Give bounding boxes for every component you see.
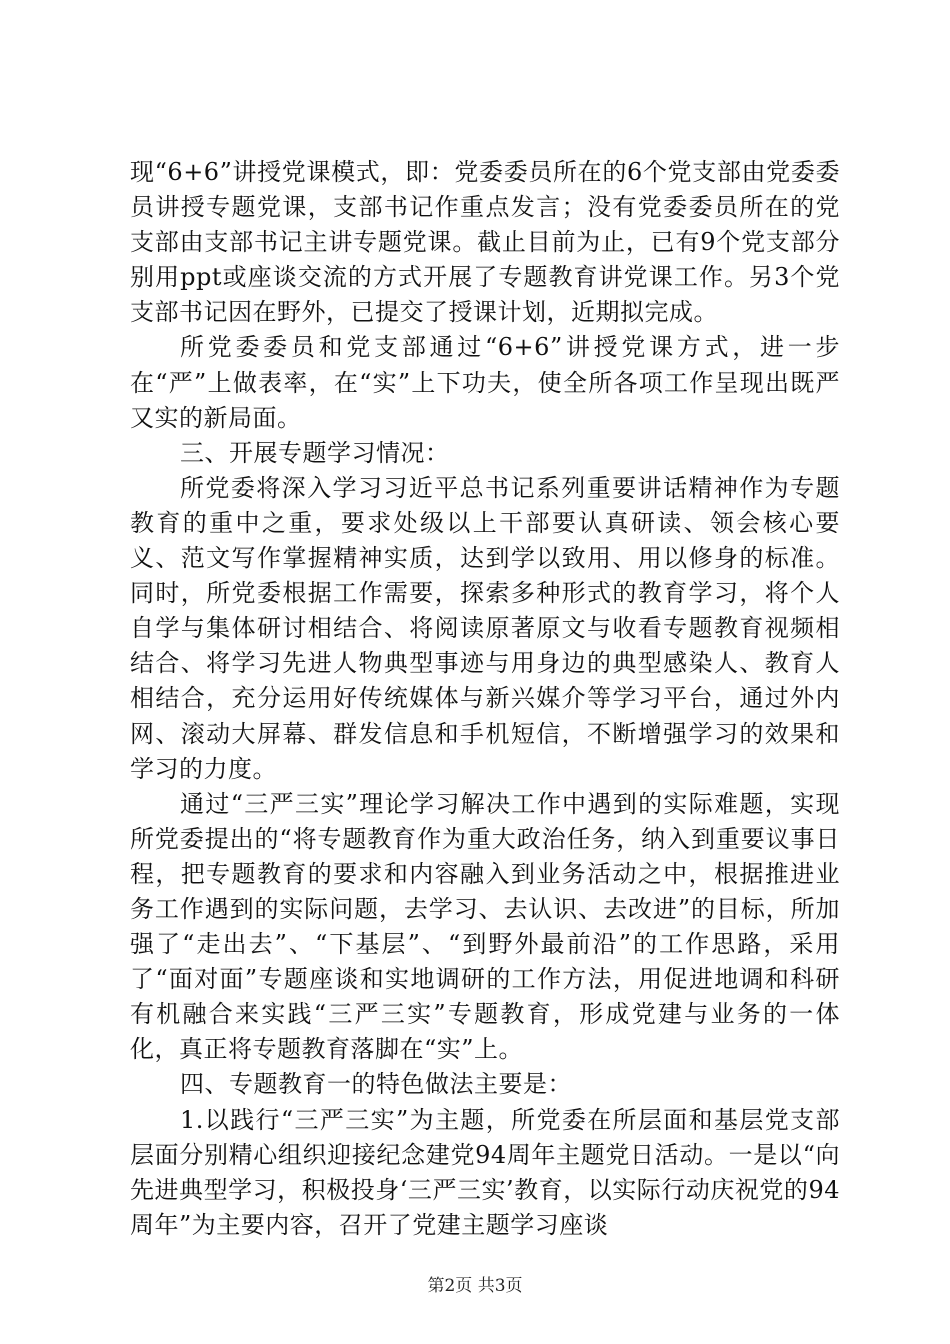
document-body xyxy=(130,155,840,1243)
paragraph-6plus6-effect: 所党委委员和党支部通过“6+6”讲授党课方式，进一步在“严”上做表率，在“实”上下功夫，使全所各项工作呈现出既严又实的新局面。 xyxy=(130,333,840,432)
paragraph-practical-problems: 通过“三严三实”理论学习解决工作中遇到的实际难题，实现所党委提出的“将专题教育作为重大政治任务，纳入到重要议事日程，把专题教育的要求和内容融入到业务活动之中，根据推进业务工作遇到的实际问题，去学习、去认识、去改进”的目标，所加强了“走出去”、“下基层”、“到野外最前沿”的工作思路，采用了“面对面”专题座谈和实地调研的工作方法，用促进地调和科研有机融合来实践“三严三实”专题教育，形成党建与业务的一体化，真正将专题教育落脚在“实”上。 xyxy=(130,789,840,1064)
paragraph-continued: 现“6+6”讲授党课模式，即：党委委员所在的6个党支部由党委委员讲授专题党课，支部书记作重点发言；没有党委委员所在的党支部由支部书记主讲专题党课。截止目前为止，已有9个党支部分别用ppt或座谈交流的方式开展了专题教育讲党课工作。另3个党支部书记因在野外，已提交了授课计划，近期拟完成。 xyxy=(130,158,840,327)
section-heading-features: 四、专题教育一的特色做法主要是： xyxy=(180,1070,572,1099)
paragraph-feature-one: 1.以践行“三严三实”为主题，所党委在所层面和基层党支部层面分别精心组织迎接纪念建党94周年主题党日活动。一是以“向先进典型学习，积极投身‘三严三实’教育，以实际行动庆祝党的94周年”为主要内容，召开了党建主题学习座谈 xyxy=(130,1105,840,1239)
page-footer: 第2页 共3页 xyxy=(427,1276,523,1296)
paragraph-study-details: 所党委将深入学习习近平总书记系列重要讲话精神作为专题教育的重中之重，要求处级以上干部要认真研读、领会核心要义、范文写作掌握精神实质，达到学以致用、用以修身的标准。同时，所党委根据工作需要，探索多种形式的教育学习，将个人自学与集体研讨相结合、将阅读原著原文与收看专题教育视频相结合、将学习先进人物典型事迹与用身边的典型感染人、教育人相结合，充分运用好传统媒体与新兴媒介等学习平台，通过外内网、滚动大屏幕、群发信息和手机短信，不断增强学习的效果和学习的力度。 xyxy=(130,473,840,783)
section-heading-study: 三、开展专题学习情况： xyxy=(180,438,450,467)
